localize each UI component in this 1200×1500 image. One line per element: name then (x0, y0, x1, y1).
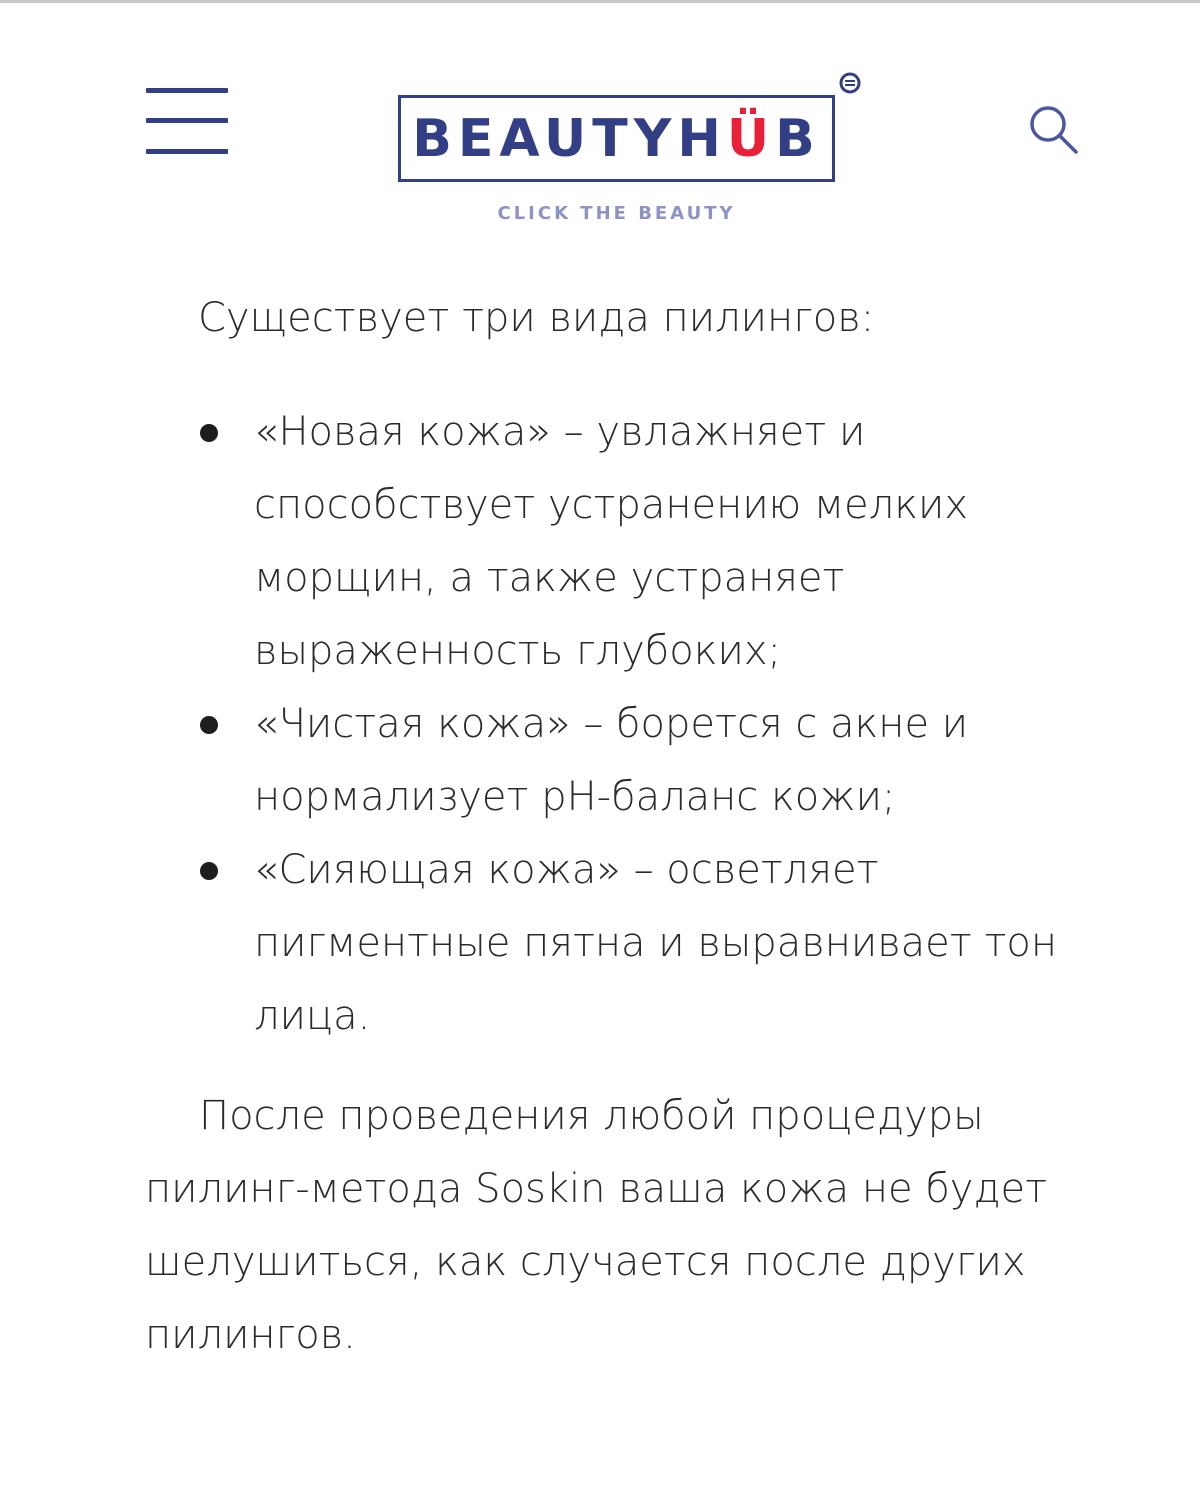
bullet-icon (200, 716, 218, 734)
logo-text-main: BEAUTYH (412, 108, 727, 169)
peel-types-list (198, 396, 1058, 1053)
logo-tagline: CLICK THE BEAUTY (497, 203, 736, 224)
list-item (198, 396, 1058, 688)
article-intro: Существует три вида пилингов: (198, 295, 875, 341)
list-item-text: «Чистая кожа» – борется с акне и нормализует pH-баланс кожи; (254, 701, 969, 820)
article-closing-paragraph: После проведения любой процедуры пилинг-метода Soskin ваша кожа не будет шелушиться, как случается после других пилингов. (145, 1093, 1048, 1358)
logo-text-end: B (775, 108, 821, 169)
list-item-text: «Сияющая кожа» – осветляет пигментные пятна и выравнивает тон лица. (254, 847, 1058, 1039)
bullet-icon (200, 424, 218, 442)
list-item-text: «Новая кожа» – увлажняет и способствует устранению мелких морщин, а также устраняет выраженность глубоких; (254, 409, 969, 674)
list-item (198, 688, 1058, 834)
logo-text-accent: Ü (726, 108, 776, 169)
bullet-icon (200, 862, 218, 880)
list-item (198, 834, 1058, 1053)
